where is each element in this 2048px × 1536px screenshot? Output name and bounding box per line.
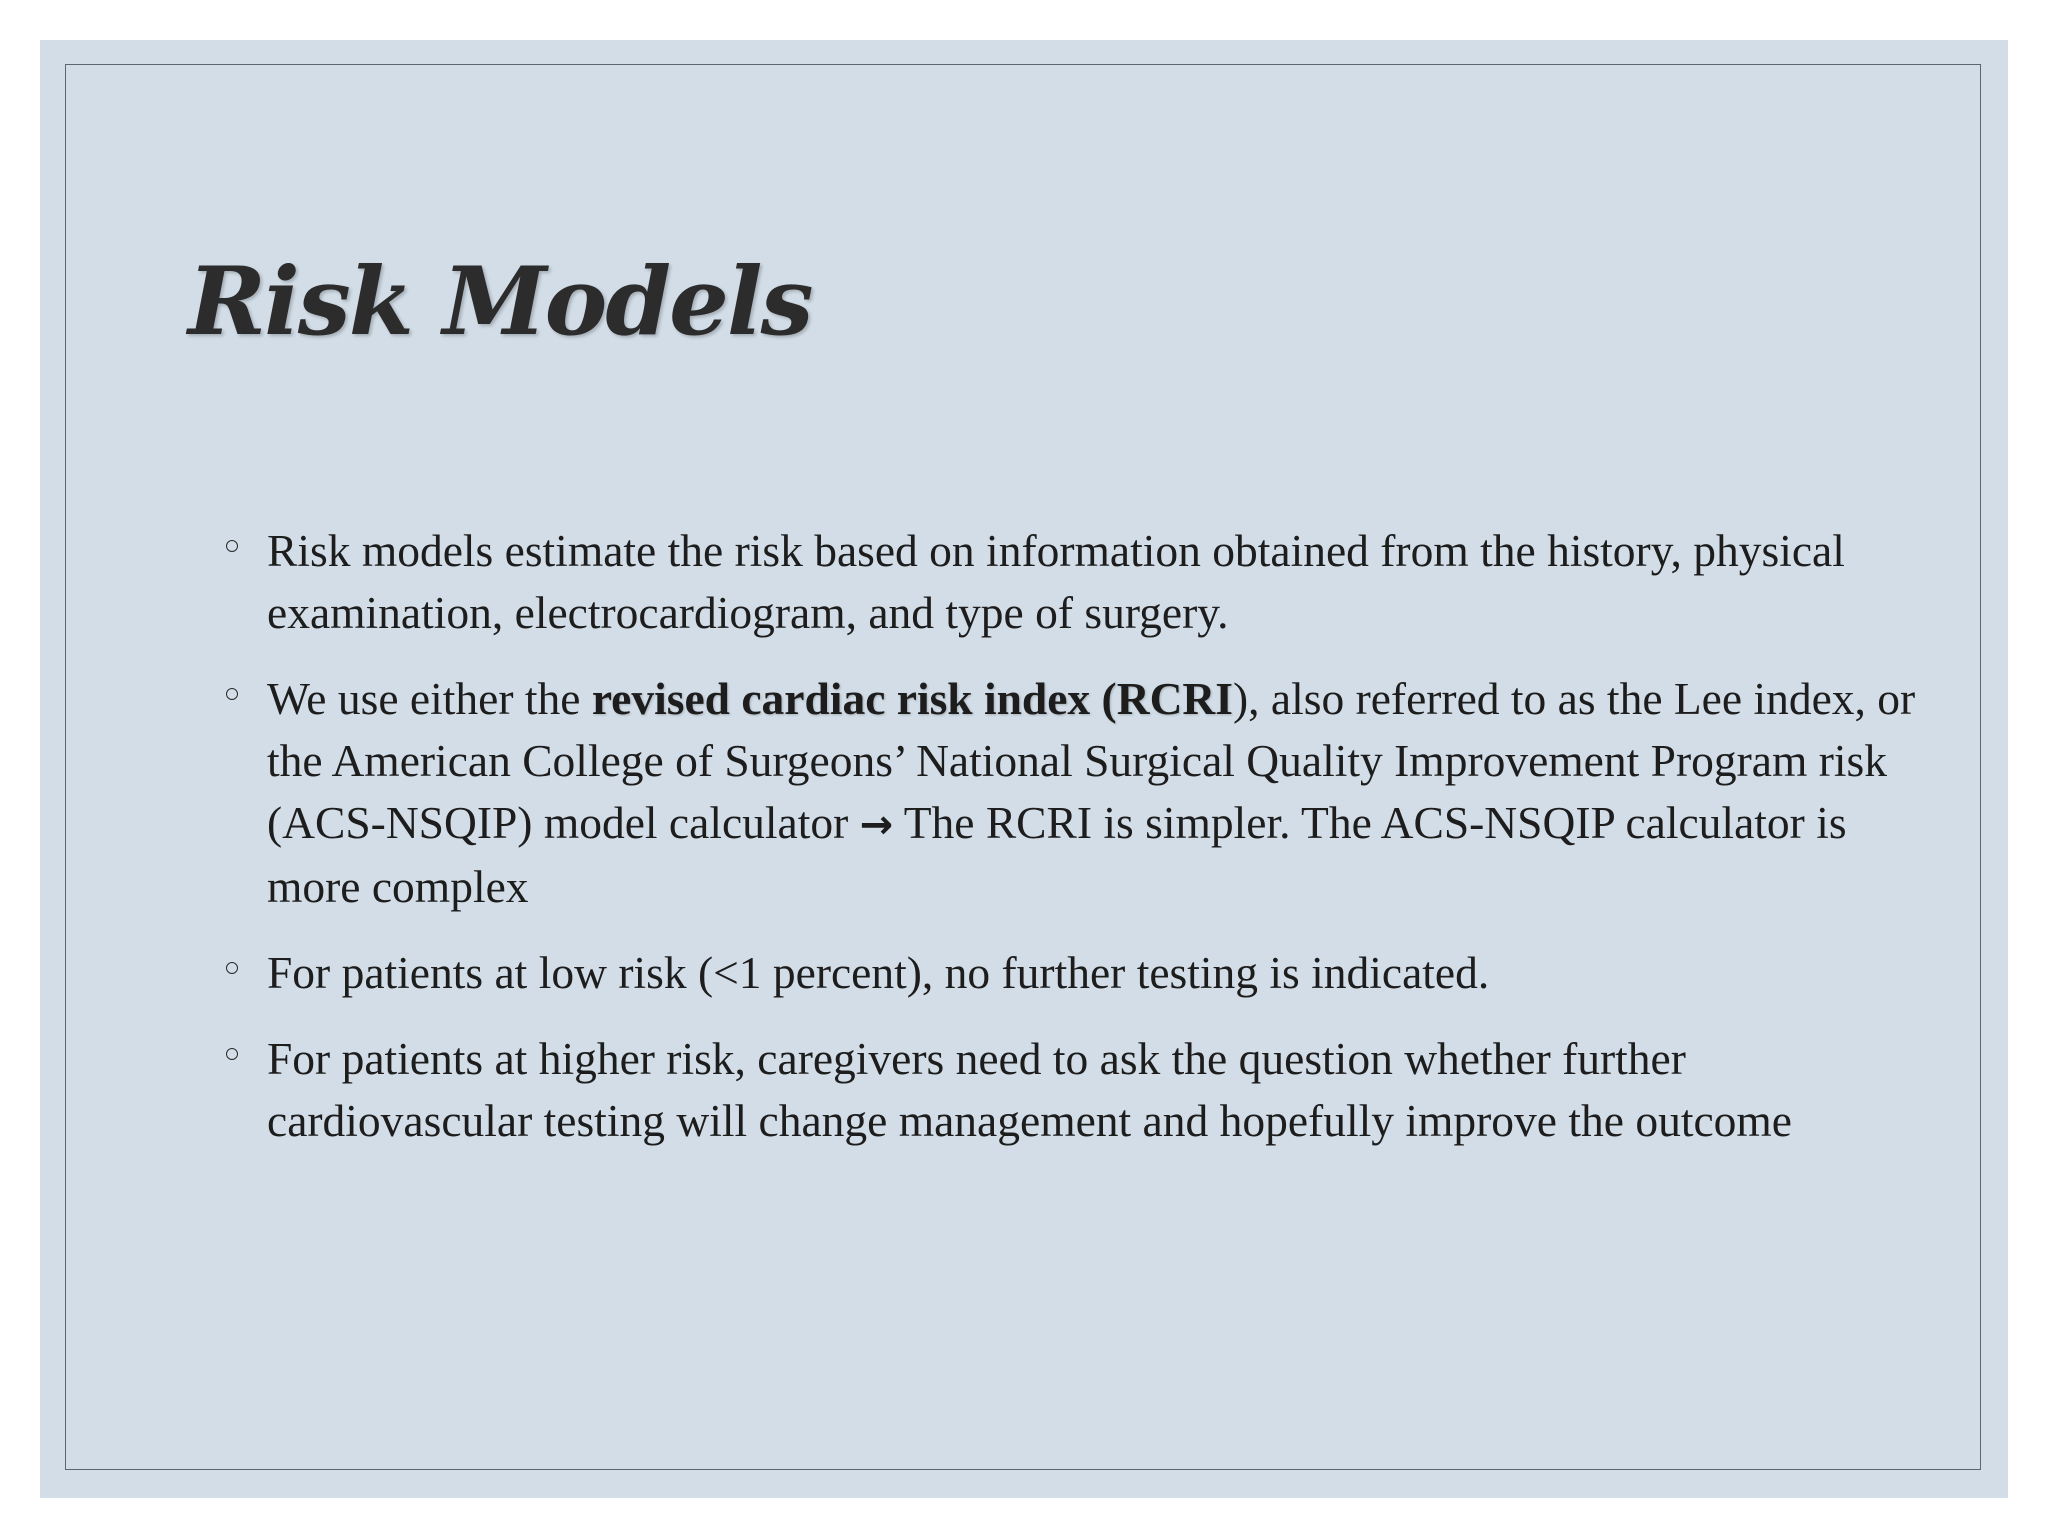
bullet-bold-term: revised cardiac risk index (RCRI — [591, 673, 1233, 724]
bullet-text: For patients at low risk (<1 percent), no further testing is indicated. — [267, 947, 1490, 998]
bullet-circle-icon — [226, 688, 238, 700]
bullet-circle-icon — [226, 962, 238, 974]
bullet-text: Risk models estimate the risk based on information obtained from the history, physical examination, electrocardiogram, and type of surgery. — [267, 525, 1845, 638]
bullet-text-middle: ), also referred to as the Lee index, or the American College of Surgeons’ National Surgical Quality Improvement Program risk (ACS-NSQIP) model calculator — [267, 673, 1916, 848]
slide — [40, 40, 2008, 1498]
bullet-list — [226, 520, 1926, 1176]
bullet-item — [226, 942, 1926, 1004]
bullet-circle-icon — [226, 1048, 238, 1060]
bullet-text-before: We use either the — [267, 673, 592, 724]
bullet-text-after: The RCRI is simpler. The ACS-NSQIP calculator is more complex — [267, 797, 1847, 912]
bullet-circle-icon — [226, 540, 238, 552]
right-arrow-icon: → — [859, 802, 894, 848]
bullet-text: For patients at higher risk, caregivers need to ask the question whether further cardiovascular testing will change management and hopefully improve the outcome — [267, 1033, 1793, 1146]
bullet-item — [226, 1028, 1926, 1152]
bullet-item — [226, 520, 1926, 644]
slide-title: Risk Models — [188, 247, 812, 357]
bullet-item — [226, 668, 1926, 918]
